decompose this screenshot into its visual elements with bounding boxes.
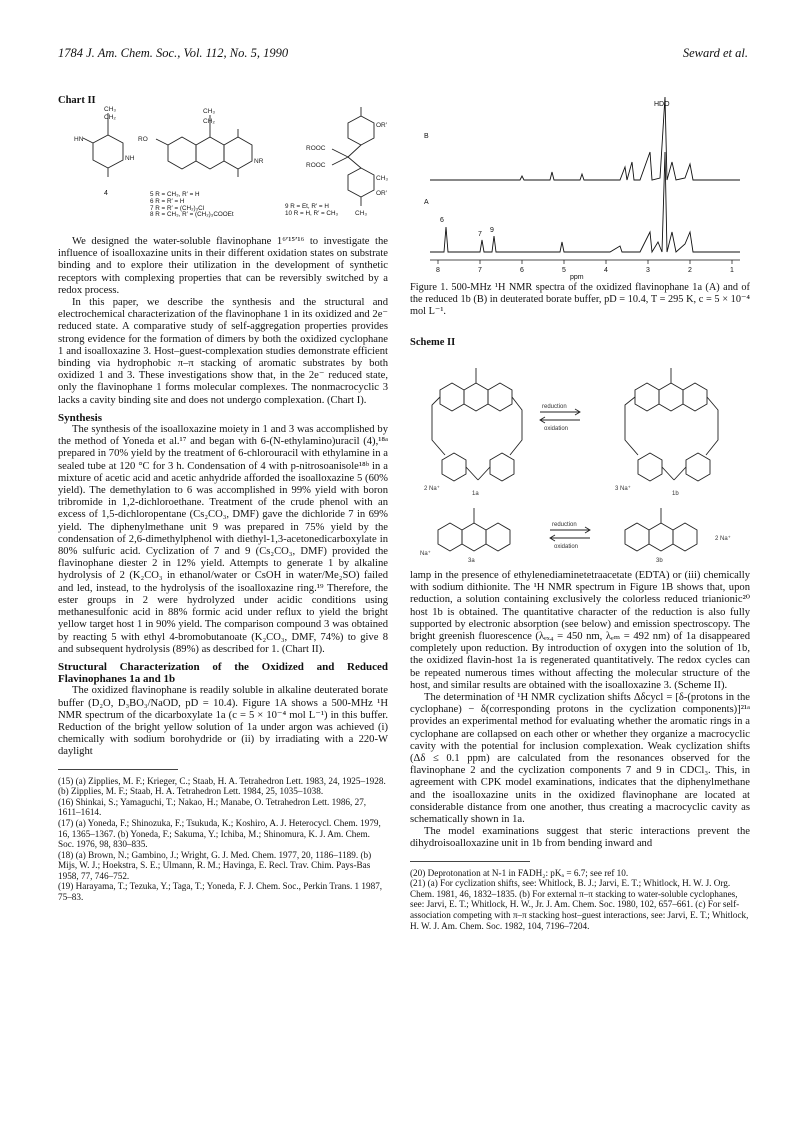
footnote: (21) (a) For cyclization shifts, see: Whitlock, B. J.; Jarvi, E. T.; Whitlock, H. W. J. Org. Chem. 1981, 46, 1832–1835. (b) For external π–π stacking to water-soluble cyclophanes, see: Jarvi, E. T.; Whitlock, H. W., Jr. J. Am. Chem. Soc. 1980, 102, 657–661. (c) For self-association competing with π–π stacking host–guest interactions, see: Jarvi, E. T.; Whitlock, H. W. J. Am. Chem. Soc. 1982, 104, 7196–7204. [410, 878, 749, 931]
chart-compound-4: 4 [104, 190, 108, 197]
svg-text:CH₃: CH₃ [203, 108, 216, 115]
left-column [58, 236, 388, 903]
axis-tick: 7 [478, 267, 482, 274]
svg-text:RO: RO [138, 136, 148, 143]
figure-caption: Figure 1. 500-MHz ¹H NMR spectra of the oxidized flavinophane 1a (A) and of the reduced 1b (B) in deuterated borate buffer, pD = 10.4, T = 295 K, c = 5 × 10⁻⁴ mol L⁻¹. [410, 282, 750, 317]
right-column [410, 570, 750, 931]
chart-legend-left [150, 192, 234, 219]
paragraph: The determination of ¹H NMR cyclization shifts Δδcycl = [δ-(protons in the cyclophane) − δ(corresponding protons in the cyclization components)]²¹ᵃ provides an experimental method for evaluating whether the aromatic rings in a cyclophane are collapsed on each other or whether they organize a macrocyclic cavity with the potential for inclusion complexation. Weak cyclization shifts (Δδ ≤ 0.1 ppm) are calculated from the resonances observed for the flavinophane 2 and the cyclization components 7 and 9 in CDCl₃. This, in agreement with CPK model examinations, indicates that the diphenylmethane and the isoalloxazine units in the oxidized flavinophane are located at considerable distance from one another, thus creating a macrocyclic cavity as schematically shown in 1a. [410, 692, 750, 826]
axis-tick: 6 [520, 267, 524, 274]
svg-text:HN: HN [74, 136, 84, 143]
svg-text:CH₂: CH₂ [104, 114, 116, 121]
arrow-label-oxidation: oxidation [544, 426, 569, 432]
legend-line: 7 R = R′ = (CH₂)₃Cl [150, 204, 205, 212]
trace-b-label: B [424, 133, 429, 140]
counterion-label: 2 Na⁺ [715, 536, 731, 542]
axis-tick: 5 [562, 267, 566, 274]
hdo-label: HDO [654, 101, 670, 108]
arrow-label-reduction: reduction [552, 522, 577, 528]
peak-label: 7 [478, 231, 482, 238]
peak-label: 9 [490, 227, 494, 234]
footnotes-right [410, 868, 750, 932]
legend-line: 6 R = R′ = H [150, 197, 185, 205]
section-heading-synthesis: Synthesis [58, 411, 103, 424]
paragraph: The synthesis of the isoalloxazine moiety in 1 and 3 was accomplished by the method of Yoneda et al.¹⁷ and began with 6-(N-ethylamino)uracil (4),¹⁸ᵃ prepared in 70% yield by the treatment of 6-chlorouracil with ethylamine in a sealed tube at 120 °C for 3 h. Condensation of 4 with p-nitrosoanisole¹⁸ᵇ in a mixture of acetic acid and acetic anhydride afforded the isoalloxazine 5 (60% yield). The demethylation to 6 was accomplished in 99% yield with boron tribromide in 1,2-dichloroethane. Treatment of the crude phenol with an excess of 1,5-dichloropentane (Cs₂CO₃, DMF) gave the dichloride 7 in 69% yield. The diphenylmethane unit 9 was prepared in 75% yield by the condensation of 2,6-dimethylphenol with diethyl-1,3-acetonedicarboxylate in 80% sulfuric acid. Cyclization of 7 and 9 (Cs₂CO₃, DMF) provided the flavinophane diester 2 in 12% yield. Attempts to generate 1 by alkaline hydrolysis of 2 (K₂CO₃ in ethanol/water or CsOH in water/Me₂SO) failed and led, instead, to the hydrolysis of the isoalloxazine ring.¹⁹ Therefore, the ester groups in 2 were hydrolyzed under acidic conditions using methanesulfonic acid in 88% formic acid under reflux to yield the bright yellow target host 1 in 90% yield. The comparison compound 3 was obtained by reacting 5 with ethyl 4-bromobutanoate (K₂CO₃, DMF, 74%) to give 8 and subsequent hydrolysis (89%) as described for 1. (Chart II). [58, 424, 388, 655]
footnote: (20) Deprotonation at N-1 in FADH₂: pKₐ = 6.7; see ref 10. [410, 867, 629, 878]
axis-tick: 1 [730, 267, 734, 274]
paragraph: We designed the water-soluble flavinophane 1⁶ʹ¹⁵ʹ¹⁶ to investigate the influence of isoalloxazine units in their different oxidation states on substrate binding and to explore their utilization in the development of synthetic receptors with complexing properties that can be reversibly switched by a redox process. [58, 236, 388, 296]
svg-text:NH: NH [125, 155, 135, 162]
scheme-ii-structures [410, 350, 750, 565]
axis-unit: ppm [570, 274, 584, 281]
compound-label: 3b [656, 558, 663, 564]
scheme-title: Scheme II [410, 337, 456, 348]
svg-text:NR: NR [254, 158, 264, 165]
axis-tick: 2 [688, 267, 692, 274]
footnote: (16) Shinkai, S.; Yamaguchi, T.; Nakao, H.; Manabe, O. Tetrahedron Lett. 1986, 27, 1611–1614. [58, 796, 367, 818]
footnote-rule [410, 861, 530, 862]
paragraph: The model examinations suggest that steric interactions prevent the dihydroisoalloxazine unit in 1b from bending inward and [410, 826, 750, 850]
paragraph: The oxidized flavinophane is readily soluble in alkaline deuterated borate buffer (D₂O, D₃BO₃/NaOD, pD = 10.4). Figure 1A shows a 500-MHz ¹H NMR spectrum of the dicarboxylate 1a (c = 5 × 10⁻⁴ mol L⁻¹) in this buffer. Reduction of the bright yellow solution of 1a under argon was achieved (i) chemically with sodium borohydride or (ii) by irradiating with a 220-W daylight [58, 685, 388, 758]
footnote: (18) (a) Brown, N.; Gambino, J.; Wright, G. J. Med. Chem. 1977, 20, 1186–1189. (b) Mijs, W. J.; Hoekstra, S. E.; Ulmann, R. M.; Havinga, E. Recl. Trav. Chim. Pays-Bas 1958, 77, 746–752. [58, 849, 372, 881]
legend-line: 10 R = H, R′ = CH₃ [285, 209, 339, 217]
legend-line: 9 R = Et, R′ = H [285, 203, 329, 210]
trace-b-line [430, 97, 740, 180]
counterion-label: Na⁺ [420, 551, 431, 557]
footnotes-left [58, 776, 388, 903]
svg-text:CH₃: CH₃ [376, 175, 389, 182]
trace-a-label: A [424, 199, 429, 206]
svg-text:OR′: OR′ [376, 122, 387, 129]
svg-text:OR′: OR′ [376, 190, 387, 197]
footnote: (19) Harayama, T.; Tezuka, Y.; Taga, T.; Yoneda, F. J. Chem. Soc., Perkin Trans. 1 1987, 75–83. [58, 881, 383, 903]
footnote: (15) (a) Zipplies, M. F.; Krieger, C.; Staab, H. A. Tetrahedron Lett. 1983, 24, 1925–1928. (b) Zipplies, M. F.; Staab, H. A. Tetrahedron Lett. 1984, 25, 1035–1038. [58, 775, 386, 797]
trace-a-line [430, 152, 740, 252]
arrow-label-oxidation: oxidation [554, 544, 579, 550]
nmr-spectrum-figure [410, 92, 750, 277]
counterion-label: 2 Na⁺ [424, 486, 440, 492]
legend-line: 5 R = CH₃, R′ = H [150, 191, 200, 198]
compound-label: 1a [472, 491, 479, 497]
paragraph: lamp in the presence of ethylenediaminetetraacetate (EDTA) or (iii) chemically with sodium dithionite. The ¹H NMR spectrum in Figure 1B shows that, upon reduction, a solution containing exclusively the colorless reduced trianionic²⁰ host 1b is obtained. The quantitative character of the reduction is also fully supported by electronic absorption (see below) and emission spectroscopy. The bright greenish fluorescence (λₑₓ₄ = 450 nm, λₑₘ = 492 nm) of 1a disappeared completely upon reduction. By introduction of oxygen into the solution of 1b, the oxidized flavin-host 1a is regenerated quantitatively. The redox cycles can be repeated numerous times without affecting the molecular structure of the host, and similar results are obtained with the isoalloxazine 3. (Scheme II). [410, 570, 750, 691]
svg-text:CH₃: CH₃ [104, 106, 117, 113]
chart-title: Chart II [58, 95, 96, 106]
footnote-rule [58, 769, 178, 770]
compound-label: 1b [672, 491, 679, 497]
running-header-authors: Seward et al. [682, 46, 748, 60]
svg-text:ROOC: ROOC [306, 145, 326, 152]
arrow-label-reduction: reduction [542, 404, 567, 410]
svg-text:ROOC: ROOC [306, 162, 326, 169]
chart-legend-right [285, 204, 338, 218]
footnote: (17) (a) Yoneda, F.; Shinozuka, F.; Tsukuda, K.; Koshiro, A. J. Heterocycl. Chem. 1979, 16, 1365–1367. (b) Yoneda, F.; Sakuma, Y.; Ichiba, M.; Shinomura, K. J. Am. Chem. Soc. 1976, 98, 830–835. [58, 817, 381, 850]
peak-label: 6 [440, 217, 444, 224]
svg-text:CH₃: CH₃ [355, 210, 368, 217]
running-header-journal: 1784 J. Am. Chem. Soc., Vol. 112, No. 5, 1990 [58, 46, 289, 60]
section-heading-characterization: Structural Characterization of the Oxidized and Reduced Flavinophanes 1a and 1b [58, 660, 388, 686]
axis-tick: 8 [436, 267, 440, 274]
axis-tick: 4 [604, 267, 608, 274]
compound-label: 3a [468, 558, 475, 564]
axis-tick: 3 [646, 267, 650, 274]
paragraph: In this paper, we describe the synthesis and the structural and electrochemical characterization of the flavinophane 1 in its oxidized and 2e⁻ reduced state. A comparative study of self-aggregation properties provides strong evidence for the formation of dimers by both the oxidized cyclophane 1 and isoalloxazine 3. Host–guest-complexation studies demonstrate efficient binding via hydrophobic π–π stacking of aromatic substrates by both oxidized 1 and 3. These investigations show that, in the 2e⁻ reduced state, only the flavinophane 1 forms molecular complexes. The nonmacrocyclic 3 lacks a cavity binding site and does not undergo complexation. (Chart I). [58, 297, 388, 406]
svg-text:CH₂: CH₂ [203, 118, 215, 125]
counterion-label: 3 Na⁺ [615, 486, 631, 492]
legend-line: 8 R = CH₃, R′ = (CH₂)₃COOEt [150, 211, 234, 219]
